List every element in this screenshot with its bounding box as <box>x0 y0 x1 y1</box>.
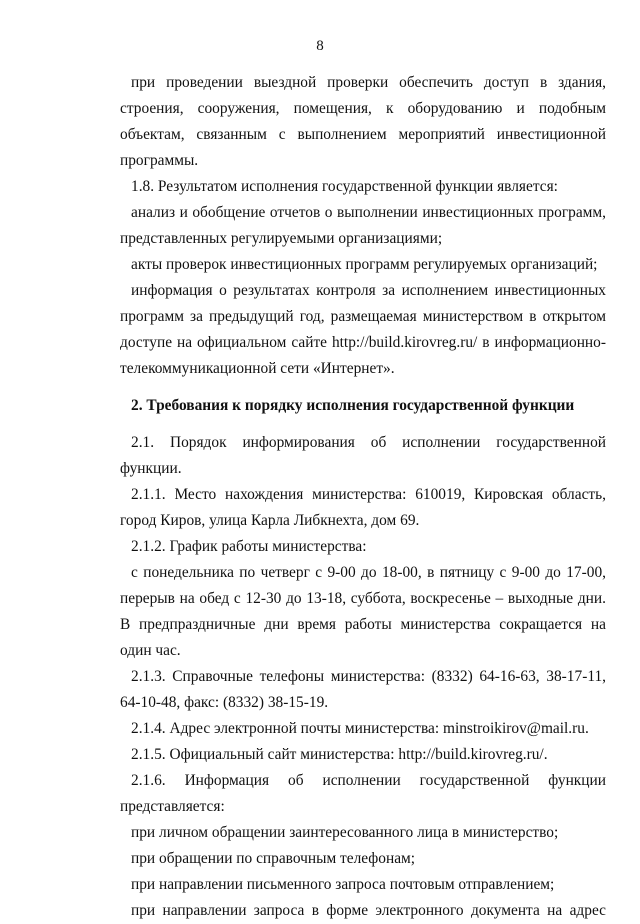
paragraph-2-1-3-phones: 2.1.3. Справочные телефоны министерства: (8332) 64-16-63, 38-17-11, 64-10-48, факс: (8332) 38-15-19. <box>120 668 606 711</box>
paragraph-phone-request: при обращении по справочным телефонам; <box>131 850 416 867</box>
paragraph-working-hours: с понедельника по четверг с 9-00 до 18-00, в пятницу с 9-00 до 17-00, перерыв на обед с 12-30 до 13-18, суббота, воскресенье – выходные дни. В предпраздничные дни время работы министерства сокращается на один час. <box>120 564 606 659</box>
paragraph-electronic-request: при направлении запроса в форме электронного документа на адрес <box>131 902 606 919</box>
paragraph-postal-request: при направлении письменного запроса почтовым отправлением; <box>131 876 555 893</box>
paragraph-site-visit-access: при проведении выездной проверки обеспечить доступ в здания, строения, сооружения, помещения, к оборудованию и подобным объектам, связанным с выполнением мероприятий инвестиционной программы. <box>120 74 606 169</box>
paragraph-control-information: информация о результатах контроля за исполнением инвестиционных программ за предыдущий год, размещаемая министерством в открытом доступе на официальном сайте http://build.kirovreg.ru/ в информационно-телекоммуникационной сети «Интернет». <box>120 282 606 377</box>
page-number: 8 <box>316 38 324 54</box>
document-body <box>120 70 606 924</box>
paragraph-2-1-4-email: 2.1.4. Адрес электронной почты министерства: minstroikirov@mail.ru. <box>131 720 589 737</box>
paragraph-2-1-informing: 2.1. Порядок информирования об исполнении государственной функции. <box>120 434 606 477</box>
paragraph-report-analysis: анализ и обобщение отчетов о выполнении инвестиционных программ, представленных регулируемыми организациями; <box>120 204 606 247</box>
paragraph-2-1-2-schedule: 2.1.2. График работы министерства: <box>131 538 367 555</box>
paragraph-1-8-result: 1.8. Результатом исполнения государственной функции является: <box>131 178 558 195</box>
paragraph-2-1-5-website: 2.1.5. Официальный сайт министерства: http://build.kirovreg.ru/. <box>131 746 548 763</box>
paragraph-inspection-acts: акты проверок инвестиционных программ регулируемых организаций; <box>131 256 598 273</box>
paragraph-personal-request: при личном обращении заинтересованного лица в министерство; <box>131 824 559 841</box>
section-heading-2: 2. Требования к порядку исполнения государственной функции <box>131 397 575 414</box>
paragraph-2-1-1-location: 2.1.1. Место нахождения министерства: 610019, Кировская область, город Киров, улица Карла Либкнехта, дом 69. <box>120 486 606 529</box>
paragraph-2-1-6-information: 2.1.6. Информация об исполнении государственной функции представляется: <box>120 772 606 815</box>
